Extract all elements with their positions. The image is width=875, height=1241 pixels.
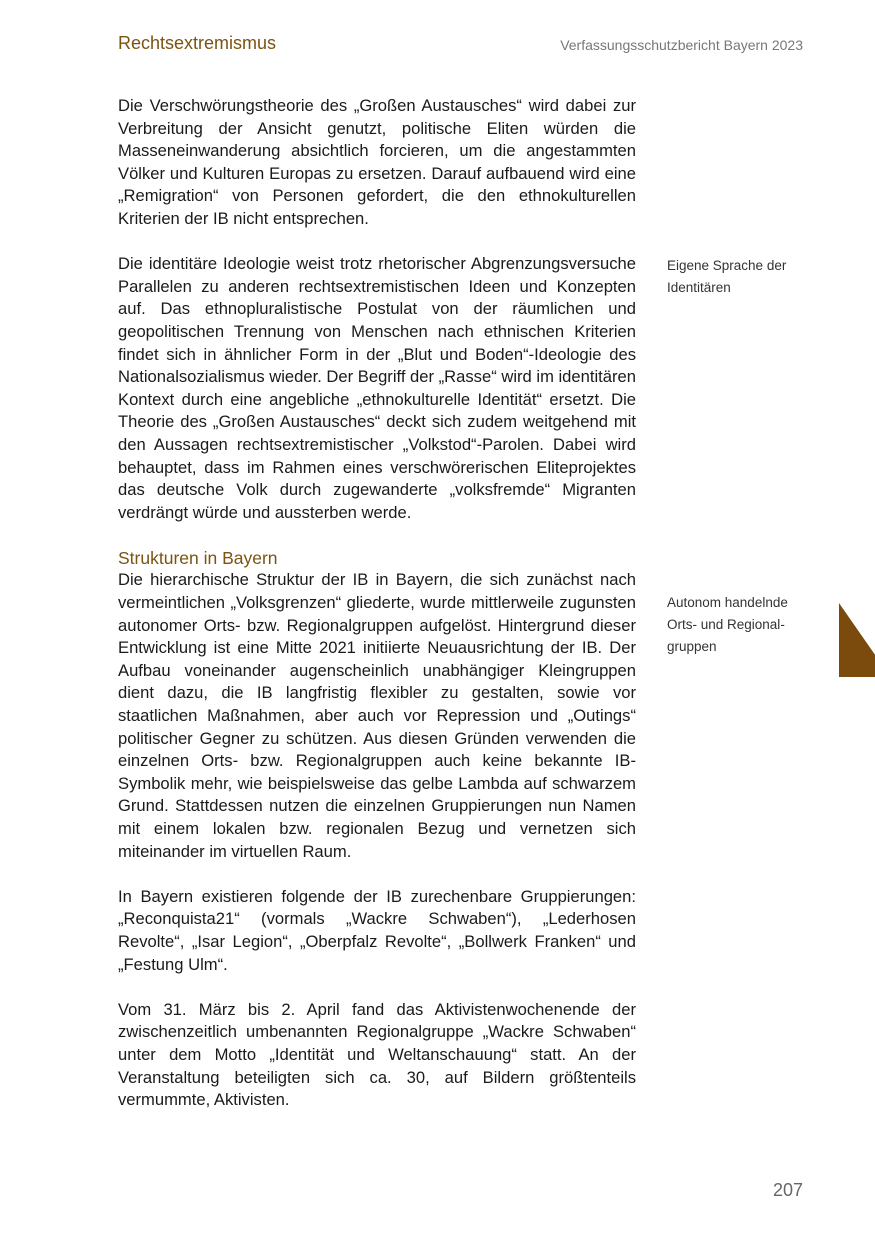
margin-note-1: Eigene Sprache der Identitären <box>667 258 787 295</box>
paragraph-5: Vom 31. März bis 2. April fand das Aktivistenwochenende der zwischenzeitlich umbenannten Regionalgruppe „Wackre Schwaben“ unter dem Motto „Identität und Weltanschauung“ statt. An der Veranstaltung beteiligten sich ca. 30, auf Bildern größtenteils vermummte, Aktivisten. <box>118 999 636 1110</box>
margin-note-2: Autonom handelnde Orts- und Regionalgruppen <box>667 595 788 654</box>
chapter-tab <box>839 603 875 677</box>
section-heading: Strukturen in Bayern <box>118 547 278 568</box>
running-header-section: Rechtsextremismus <box>118 33 277 53</box>
paragraph-2: Die identitäre Ideologie weist trotz rhetorischer Abgrenzungsversuche Parallelen zu anderen rechtsextremistischen Ideen und Konzepten auf. Das ethnopluralistische Postulat von der räumlichen und geopolitischen Trennung von Menschen nach ethnischen Kriterien findet sich in ähnlicher Form in der „Blut und Boden“-Ideologie des Nationalsozialismus wieder. Der Begriff der „Rasse“ wird im identitären Kontext durch eine angebliche „ethnokulturelle Identität“ ersetzt. Die Theorie des „Großen Austausches“ deckt sich zudem weitgehend mit den Aussagen rechtsextremistischer „Volkstod“-Parolen. Dabei wird behauptet, dass im Rahmen eines verschwörerischen Eliteprojektes das deutsche Volk durch zugewanderte „volksfremde“ Migranten verdrängt würde und aussterben werde. <box>118 254 636 522</box>
running-header-report: Verfassungsschutzbericht Bayern 2023 <box>560 37 803 53</box>
paragraph-3: Die hierarchische Struktur der IB in Bayern, die sich zunächst nach vermeintlichen „Volksgrenzen“ gliederte, wurde mittlerweile zugunsten autonomer Orts- bzw. Regionalgruppen aufgelöst. Hintergrund dieser Entwicklung ist eine Mitte 2021 initiierte Neuausrichtung der IB. Der Aufbau voneinander augenscheinlich unabhängiger Kleingruppen dient dazu, die IB langfristig flexibler zu gestalten, sowie vor staatlichen Maßnahmen, aber auch vor Repression und „Outings“ politischer Gegner zu schützen. Aus diesen Gründen verwenden die einzelnen Orts- bzw. Regionalgruppen auch keine bekannte IB-Symbolik mehr, wie beispielsweise das gelbe Lambda auf schwarzem Grund. Stattdessen nutzen die einzelnen Gruppierungen nun Namen mit einem lokalen bzw. regionalen Bezug und vernetzen sich miteinander im virtuellen Raum. <box>118 570 636 861</box>
paragraph-1: Die Verschwörungstheorie des „Großen Austausches“ wird dabei zur Verbreitung der Ansicht genutzt, politische Eliten würden die Masseneinwanderung absichtlich forcieren, um die angestammten Völker und Kulturen Europas zu ersetzen. Darauf aufbauend wird eine „Remigration“ von Personen gefordert, die den ethnokulturellen Kriterien der IB nicht entsprechen. <box>118 96 636 228</box>
paragraph-4: In Bayern existieren folgende der IB zurechenbare Gruppierungen: „Reconquista21“ (vormals „Wackre Schwaben“), „Lederhosen Revolte“, „Isar Legion“, „Oberpfalz Revolte“, „Bollwerk Franken“ und „Festung Ulm“. <box>118 886 636 974</box>
body-text <box>118 95 636 1134</box>
page-number: 207 <box>772 1180 803 1200</box>
